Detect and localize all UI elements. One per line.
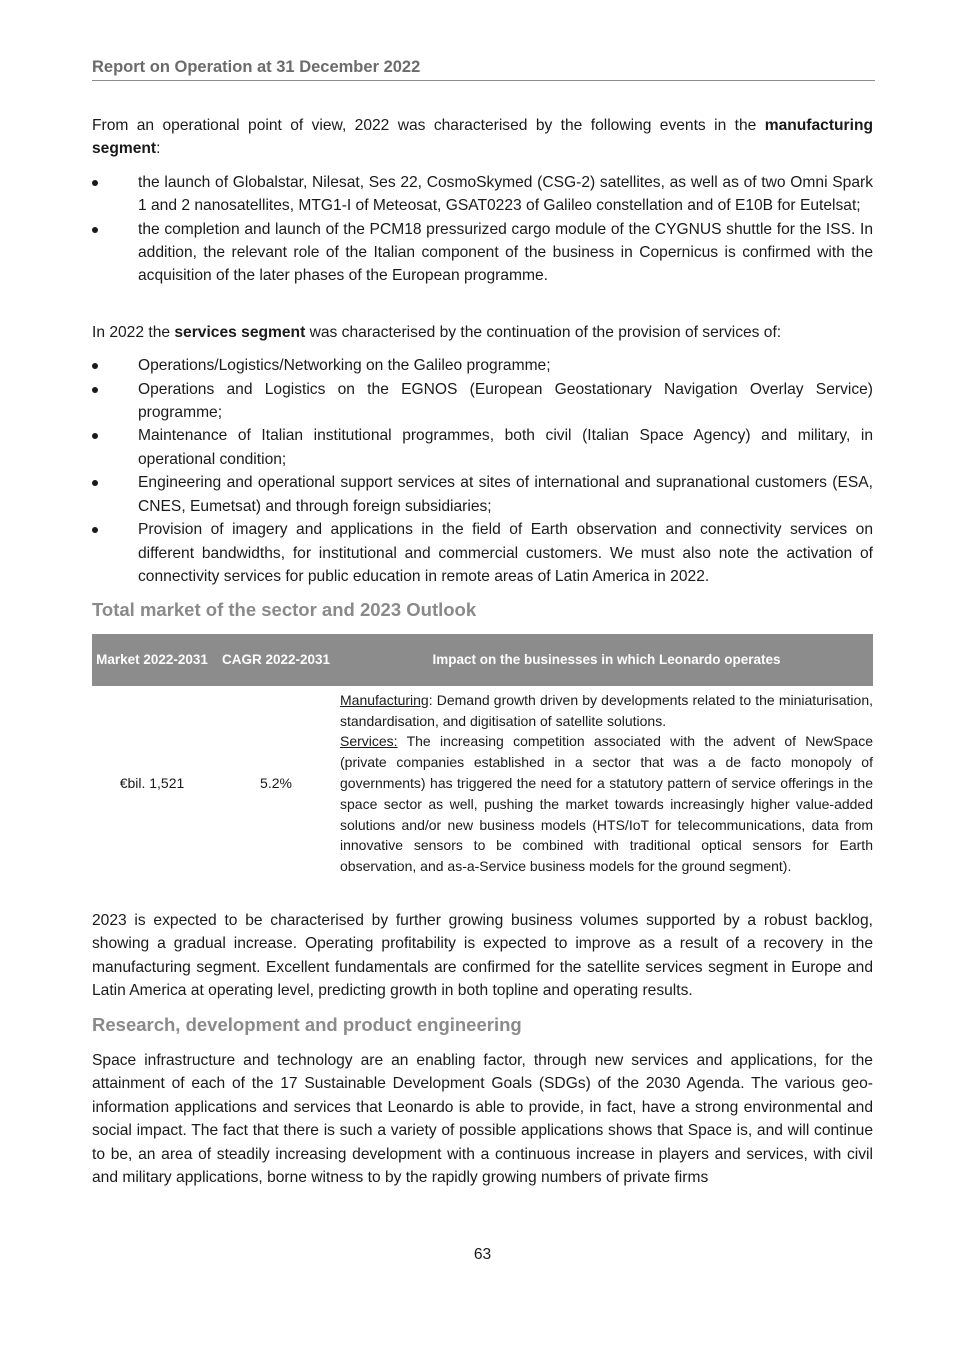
list-item bbox=[92, 518, 873, 588]
intro-bold: manufacturing segment bbox=[92, 117, 873, 158]
report-header: Report on Operation at 31 December 2022 bbox=[92, 58, 875, 81]
list-item bbox=[92, 171, 873, 218]
list-item-text: Provision of imagery and applications in the field of Earth observation and connectivity services on different bandwidths, for institutional and commercial customers. We must also note the activation of connectivity services for public education in remote areas of Latin America in 2022. bbox=[138, 521, 873, 585]
list-item bbox=[92, 354, 873, 377]
services-label: Services: bbox=[340, 733, 398, 750]
manufacturing-label: Manufacturing bbox=[340, 691, 429, 708]
bullet-icon bbox=[92, 480, 98, 486]
table-header-row bbox=[92, 634, 873, 686]
impact-cell bbox=[340, 686, 873, 885]
list-item-text: Engineering and operational support services at sites of international and supranational customers (ESA, CNES, Eumetsat) and through foreign subsidiaries; bbox=[138, 474, 873, 515]
bullet-icon bbox=[92, 433, 98, 439]
list-item-text: the launch of Globalstar, Nilesat, Ses 22, CosmoSkymed (CSG-2) satellites, as well as of two Omni Spark 1 and 2 nanosatellites, MTG1-I of Meteosat, GSAT0223 of Galileo constellation and of E10B for Eutelsat; bbox=[138, 173, 873, 215]
list-item bbox=[92, 471, 873, 518]
services-list bbox=[92, 354, 873, 588]
list-item bbox=[92, 218, 873, 288]
list-item-text: Maintenance of Italian institutional programmes, both civil (Italian Space Agency) and military, in operational condition; bbox=[138, 427, 873, 468]
bullet-icon bbox=[92, 180, 98, 186]
market-table bbox=[92, 634, 873, 885]
list-item-text: Operations/Logistics/Networking on the Galileo programme; bbox=[138, 357, 551, 375]
table-row bbox=[92, 686, 873, 885]
impact-services bbox=[340, 731, 873, 877]
services-intro bbox=[92, 321, 873, 344]
market-value: €bil. 1,521 bbox=[119, 774, 185, 791]
services-intro-bold: services segment bbox=[174, 323, 306, 341]
column-header-impact: Impact on the businesses in which Leonardo operates bbox=[340, 634, 873, 686]
list-item bbox=[92, 424, 873, 471]
intro-text: From an operational point of view, 2022 was characterised by the following events in the bbox=[92, 117, 765, 134]
column-header-cagr: CAGR 2022-2031 bbox=[212, 634, 340, 686]
bullet-icon bbox=[92, 527, 98, 533]
list-item bbox=[92, 378, 873, 425]
list-item-text: the completion and launch of the PCM18 pressurized cargo module of the CYGNUS shuttle for the ISS. In addition, the relevant role of the Italian component of the business in Copernicus is confirmed with the acquisition of the later phases of the European programme. bbox=[138, 220, 873, 285]
page-number: 63 bbox=[473, 1246, 492, 1263]
rd-paragraph: Space infrastructure and technology are an enabling factor, through new services and applications, for the attainment of each of the 17 Sustainable Development Goals (SDGs) of the 2030 Agenda. The various geo-information applications and services that Leonardo is able to provide, in fact, have a strong environmental and social impact. The fact that there is such a variety of possible applications shows that Space is, and will continue to be, an area of steadily increasing development with a continuous increase in players and services, with civil and military applications, borne witness to by the rapidly growing numbers of private firms bbox=[92, 1051, 873, 1186]
outlook-heading: Total market of the sector and 2023 Outlook bbox=[92, 599, 477, 621]
impact-manufacturing bbox=[340, 690, 873, 732]
list-item-text: Operations and Logistics on the EGNOS (European Geostationary Navigation Overlay Service) programme; bbox=[138, 380, 873, 422]
manufacturing-text: : Demand growth driven by developments related to the miniaturisation, standardisation, and digitisation of satellite solutions. bbox=[340, 691, 873, 729]
rd-heading: Research, development and product engineering bbox=[92, 1013, 522, 1035]
intro-post: : bbox=[156, 140, 161, 158]
column-header-market: Market 2022-2031 bbox=[92, 634, 212, 686]
services-intro-text: In 2022 the bbox=[92, 323, 175, 341]
bullet-icon bbox=[92, 387, 98, 393]
manufacturing-intro bbox=[92, 114, 873, 161]
services-text: The increasing competition associated with the advent of NewSpace (private companies established in a sector that was a de facto monopoly of governments) has triggered the need for a statutory pattern of service offerings in the space sector as well, pushing the market towards increasingly higher value-added solutions and/or new business models (HTS/IoT for telecommunications, data from innovative sensors to be combined with traditional optical sensors for Earth observation, and as-a-Service business models for the ground segment). bbox=[340, 733, 873, 875]
bullet-icon bbox=[92, 227, 98, 233]
services-intro-post: was characterised by the continuation of the provision of services of: bbox=[305, 323, 782, 341]
cagr-value: 5.2% bbox=[260, 774, 292, 791]
main-content bbox=[92, 114, 873, 1189]
outlook-paragraph: 2023 is expected to be characterised by further growing business volumes supported by a robust backlog, showing a gradual increase. Operating profitability is expected to improve as a result of a recovery in the manufacturing segment. Excellent fundamentals are confirmed for the satellite services segment in Europe and Latin America at operating level, predicting growth in both topline and operating results. bbox=[92, 911, 873, 1000]
manufacturing-list bbox=[92, 171, 873, 288]
bullet-icon bbox=[92, 363, 98, 369]
